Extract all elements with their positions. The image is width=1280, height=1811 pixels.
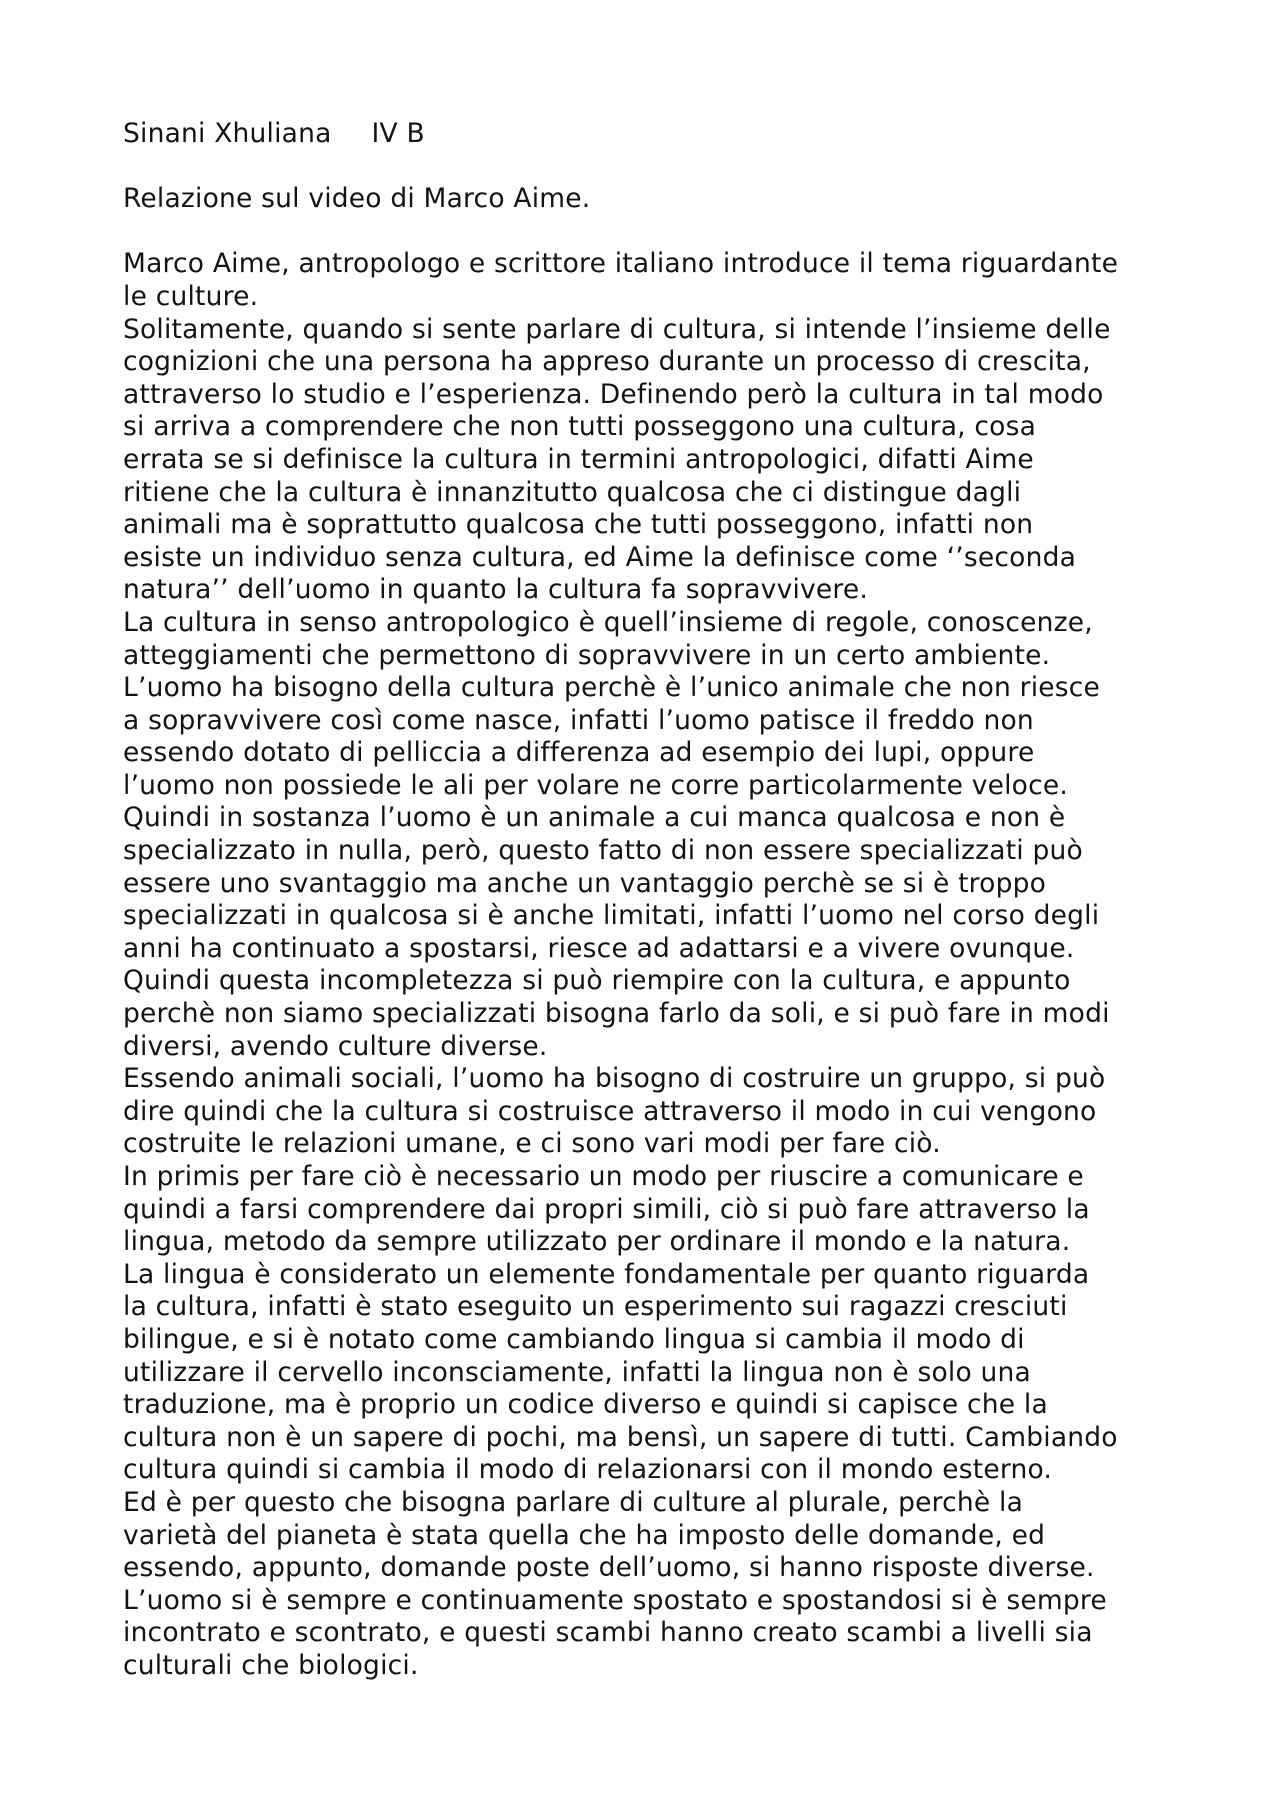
body-line: In primis per fare ciò è necessario un modo per riuscire a comunicare e — [123, 1161, 1084, 1192]
body-line: utilizzare il cervello inconsciamente, infatti la lingua non è solo una — [123, 1356, 1031, 1388]
body-line: essendo, appunto, domande poste dell’uomo, si hanno risposte diverse. — [123, 1552, 1095, 1584]
document-content — [123, 118, 1173, 1683]
body-line: anni ha continuato a spostarsi, riesce ad adattarsi e a vivere ovunque. — [123, 932, 1075, 964]
body-line: Quindi in sostanza l’uomo è un animale a cui manca qualcosa e non è — [123, 802, 1066, 834]
body-line: cultura non è un sapere di pochi, ma bensì, un sapere di tutti. Cambiando — [123, 1421, 1118, 1453]
body-line: atteggiamenti che permettono di sopravvivere in un certo ambiente. — [123, 639, 1051, 671]
body-line: traduzione, ma è proprio un codice diverso e quindi si capisce che la — [123, 1389, 1048, 1421]
body-line: specializzati in qualcosa si è anche limitati, infatti l’uomo nel corso degli — [123, 900, 1100, 932]
document-body — [123, 248, 1173, 1682]
body-line: esiste un individuo senza cultura, ed Aime la definisce come ‘’seconda — [123, 541, 1077, 573]
class-label: IV B — [371, 118, 425, 149]
body-line: attraverso lo studio e l’esperienza. Definendo però la cultura in tal modo — [123, 378, 1104, 410]
body-line: lingua, metodo da sempre utilizzato per ordinare il mondo e la natura. — [123, 1226, 1071, 1258]
body-line: La cultura in senso antropologico è quell’insieme di regole, conoscenze, — [123, 606, 1093, 638]
body-line: varietà del pianeta è stata quella che ha imposto delle domande, ed — [123, 1519, 1046, 1551]
body-line: culturali che biologici. — [123, 1649, 419, 1681]
document-header — [123, 118, 1173, 151]
body-line: L’uomo ha bisogno della cultura perchè è l’unico animale che non riesce — [123, 672, 1101, 704]
body-line: l’uomo non possiede le ali per volare ne corre particolarmente veloce. — [123, 769, 1068, 801]
body-line: ritiene che la cultura è innanzitutto qualcosa che ci distingue dagli — [123, 476, 1022, 508]
body-line: Marco Aime, antropologo e scrittore italiano introduce il tema riguardante — [123, 248, 1119, 280]
body-line: quindi a farsi comprendere dai propri simili, ciò si può fare attraverso la — [123, 1193, 1090, 1225]
body-line: diversi, avendo culture diverse. — [123, 1030, 548, 1062]
body-line: animali ma è soprattutto qualcosa che tutti posseggono, infatti non — [123, 509, 1034, 541]
body-line: natura’’ dell’uomo in quanto la cultura fa sopravvivere. — [123, 574, 869, 606]
body-line: perchè non siamo specializzati bisogna farlo da soli, e si può fare in modi — [123, 998, 1110, 1030]
body-line: cognizioni che una persona ha appreso durante un processo di crescita, — [123, 346, 1091, 378]
body-line: le culture. — [123, 280, 259, 312]
body-line: la cultura, infatti è stato eseguito un esperimento sui ragazzi cresciuti — [123, 1291, 1068, 1323]
body-line: bilingue, e si è notato come cambiando lingua si cambia il modo di — [123, 1323, 1025, 1355]
author-name: Sinani Xhuliana — [123, 118, 332, 149]
body-line: essendo dotato di pelliccia a differenza ad esempio dei lupi, oppure — [123, 737, 1035, 769]
body-line: essere uno svantaggio ma anche un vantaggio perchè se si è troppo — [123, 867, 1047, 899]
body-line: si arriva a comprendere che non tutti posseggono una cultura, cosa — [123, 411, 1037, 443]
body-line: a sopravvivere così come nasce, infatti l’uomo patisce il freddo non — [123, 704, 1034, 736]
body-line: dire quindi che la cultura si costruisce attraverso il modo in cui vengono — [123, 1095, 1097, 1127]
document-subject: Relazione sul video di Marco Aime. — [123, 183, 591, 215]
body-line: La lingua è considerato un elemente fondamentale per quanto riguarda — [123, 1258, 1090, 1290]
body-line: Ed è per questo che bisogna parlare di culture al plurale, perchè la — [123, 1486, 1024, 1518]
body-line: incontrato e scontrato, e questi scambi hanno creato scambi a livelli sia — [123, 1617, 1093, 1649]
body-line: errata se si definisce la cultura in termini antropologici, difatti Aime — [123, 443, 1034, 475]
body-line: Quindi questa incompletezza si può riempire con la cultura, e appunto — [123, 965, 1071, 997]
body-line: specializzato in nulla, però, questo fatto di non essere specializzati può — [123, 835, 1083, 867]
body-line: costruite le relazioni umane, e ci sono vari modi per fare ciò. — [123, 1128, 941, 1160]
body-line: Solitamente, quando si sente parlare di cultura, si intende l’insieme delle — [123, 313, 1111, 345]
body-line: Essendo animali sociali, l’uomo ha bisogno di costruire un gruppo, si può — [123, 1063, 1106, 1095]
body-line: cultura quindi si cambia il modo di relazionarsi con il mondo esterno. — [123, 1454, 1053, 1486]
body-line: L’uomo si è sempre e continuamente spostato e spostandosi si è sempre — [123, 1584, 1107, 1616]
